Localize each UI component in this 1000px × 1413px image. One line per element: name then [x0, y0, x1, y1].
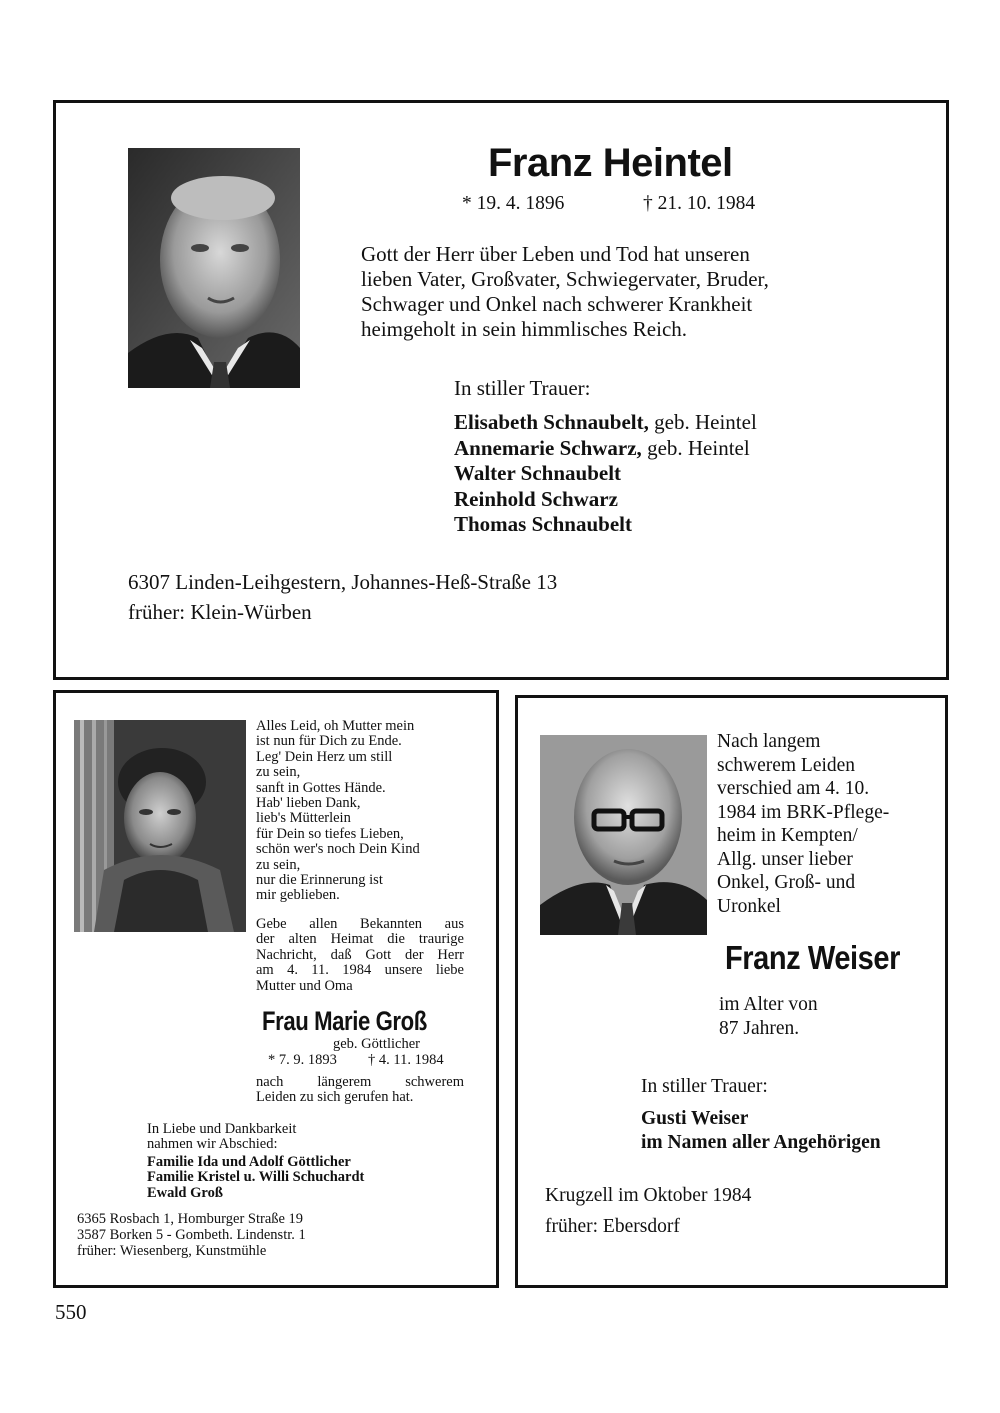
poem-line: Hab' lieben Dank,	[256, 795, 361, 812]
mourner: im Namen aller Angehörigen	[641, 1131, 881, 1153]
announcement-line: Gebe allen Bekannten aus	[256, 916, 464, 932]
poem-line: Leg' Dein Herz um still	[256, 748, 393, 765]
mourner: Reinhold Schwarz	[454, 486, 618, 511]
address-block	[128, 567, 557, 627]
deceased-name: Franz Heintel	[488, 141, 733, 185]
deceased-name: Franz Weiser	[725, 939, 900, 976]
birth-date: * 19. 4. 1896	[462, 193, 565, 214]
text-line: Onkel, Groß- und	[717, 872, 856, 893]
text-line: Allg. unser lieber	[717, 848, 853, 870]
place-block	[545, 1180, 751, 1242]
address: 6307 Linden-Leihgestern, Johannes-Heß-Straße 13	[128, 570, 558, 594]
maiden-name: geb. Göttlicher	[333, 1036, 420, 1052]
announcement-line: am 4. 11. 1984 unsere liebe	[256, 962, 464, 979]
mourning-label: In stiller Trauer:	[454, 376, 591, 400]
mourner: Walter Schnaubelt	[454, 461, 622, 485]
obituary-text	[717, 730, 889, 918]
address-line: früher: Wiesenberg, Kunstmühle	[77, 1243, 267, 1259]
address-line: 3587 Borken 5 - Gombeth. Lindenstr. 1	[77, 1227, 306, 1243]
age-text	[719, 993, 818, 1040]
poem-line: Alles Leid, oh Mutter mein	[256, 718, 415, 734]
portrait-photo-franz-weiser	[540, 735, 707, 935]
farewell-line: In Liebe und Dankbarkeit	[147, 1121, 297, 1137]
mourning-label: In stiller Trauer:	[641, 1076, 768, 1097]
portrait-photo-marie-gross	[74, 720, 246, 932]
mourner: Elisabeth Schnaubelt, geb. Heintel	[454, 410, 757, 434]
deceased-name: Frau Marie Groß	[262, 1006, 427, 1036]
text-line: Gott der Herr über Leben und Tod hat unseren	[361, 242, 750, 266]
poem-line: schön wer's noch Dein Kind	[256, 841, 420, 858]
text-line: heimgeholt in sein himmlisches Reich.	[361, 317, 688, 341]
text-line: schwerem Leiden	[717, 754, 856, 776]
text-line: Nach langem	[717, 731, 821, 752]
family-line: Familie Ida und Adolf Göttlicher	[147, 1154, 351, 1170]
poem	[256, 719, 456, 904]
former-residence: früher: Ebersdorf	[545, 1216, 680, 1237]
age-line: im Alter von	[719, 994, 818, 1015]
place-date: Krugzell im Oktober 1984	[545, 1185, 752, 1206]
obituary-text	[361, 242, 871, 342]
mourner: Thomas Schnaubelt	[454, 512, 632, 536]
family-line: Familie Kristel u. Willi Schuchardt	[147, 1169, 365, 1186]
text-line: Schwager und Onkel nach schwerer Krankheit	[361, 292, 753, 316]
poem-line: zu sein,	[256, 856, 301, 873]
death-date: † 4. 11. 1984	[368, 1052, 444, 1068]
announcement-line: Nachricht, daß Gott der Herr	[256, 946, 464, 963]
address-line: 6365 Rosbach 1, Homburger Straße 19	[77, 1211, 304, 1227]
age-line: 87 Jahren.	[719, 1017, 800, 1039]
mourner: Annemarie Schwarz, geb. Heintel	[454, 435, 750, 460]
former-residence: früher: Klein-Würben	[128, 600, 312, 624]
text-line: lieben Vater, Großvater, Schwiegervater, Bruder,	[361, 267, 769, 291]
family-list	[147, 1155, 364, 1201]
poem-line: für Dein so tiefes Lieben,	[256, 825, 404, 842]
after-text	[256, 1075, 464, 1106]
after-line: Leiden zu sich gerufen hat.	[256, 1089, 414, 1106]
mourners-list	[641, 1107, 881, 1154]
family-line: Ewald Groß	[147, 1184, 223, 1201]
poem-line: lieb's Mütterlein	[256, 810, 351, 827]
poem-line: mir geblieben.	[256, 887, 340, 904]
after-line: nach längerem schwerem	[256, 1074, 464, 1090]
poem-line: zu sein,	[256, 764, 301, 781]
announcement-line: Mutter und Oma	[256, 977, 353, 994]
text-line: verschied am 4. 10.	[717, 778, 870, 799]
text-line: heim in Kempten/	[717, 825, 858, 846]
death-date: † 21. 10. 1984	[643, 193, 756, 214]
portrait-photo-franz-heintel	[128, 148, 300, 388]
page-number: 550	[55, 1300, 87, 1324]
address-block	[77, 1211, 306, 1259]
announcement-line: der alten Heimat die traurige	[256, 931, 464, 948]
text-line: 1984 im BRK-Pflege-	[717, 801, 890, 823]
mourner: Gusti Weiser	[641, 1108, 749, 1129]
announcement	[256, 917, 464, 994]
poem-line: nur die Erinnerung ist	[256, 872, 383, 889]
mourners-list	[454, 410, 757, 538]
poem-line: ist nun für Dich zu Ende.	[256, 733, 402, 750]
farewell-line: nahmen wir Abschied:	[147, 1136, 278, 1153]
poem-line: sanft in Gottes Hände.	[256, 779, 386, 796]
farewell-text	[147, 1122, 296, 1153]
birth-date: * 7. 9. 1893	[268, 1052, 337, 1068]
text-line: Uronkel	[717, 895, 781, 917]
